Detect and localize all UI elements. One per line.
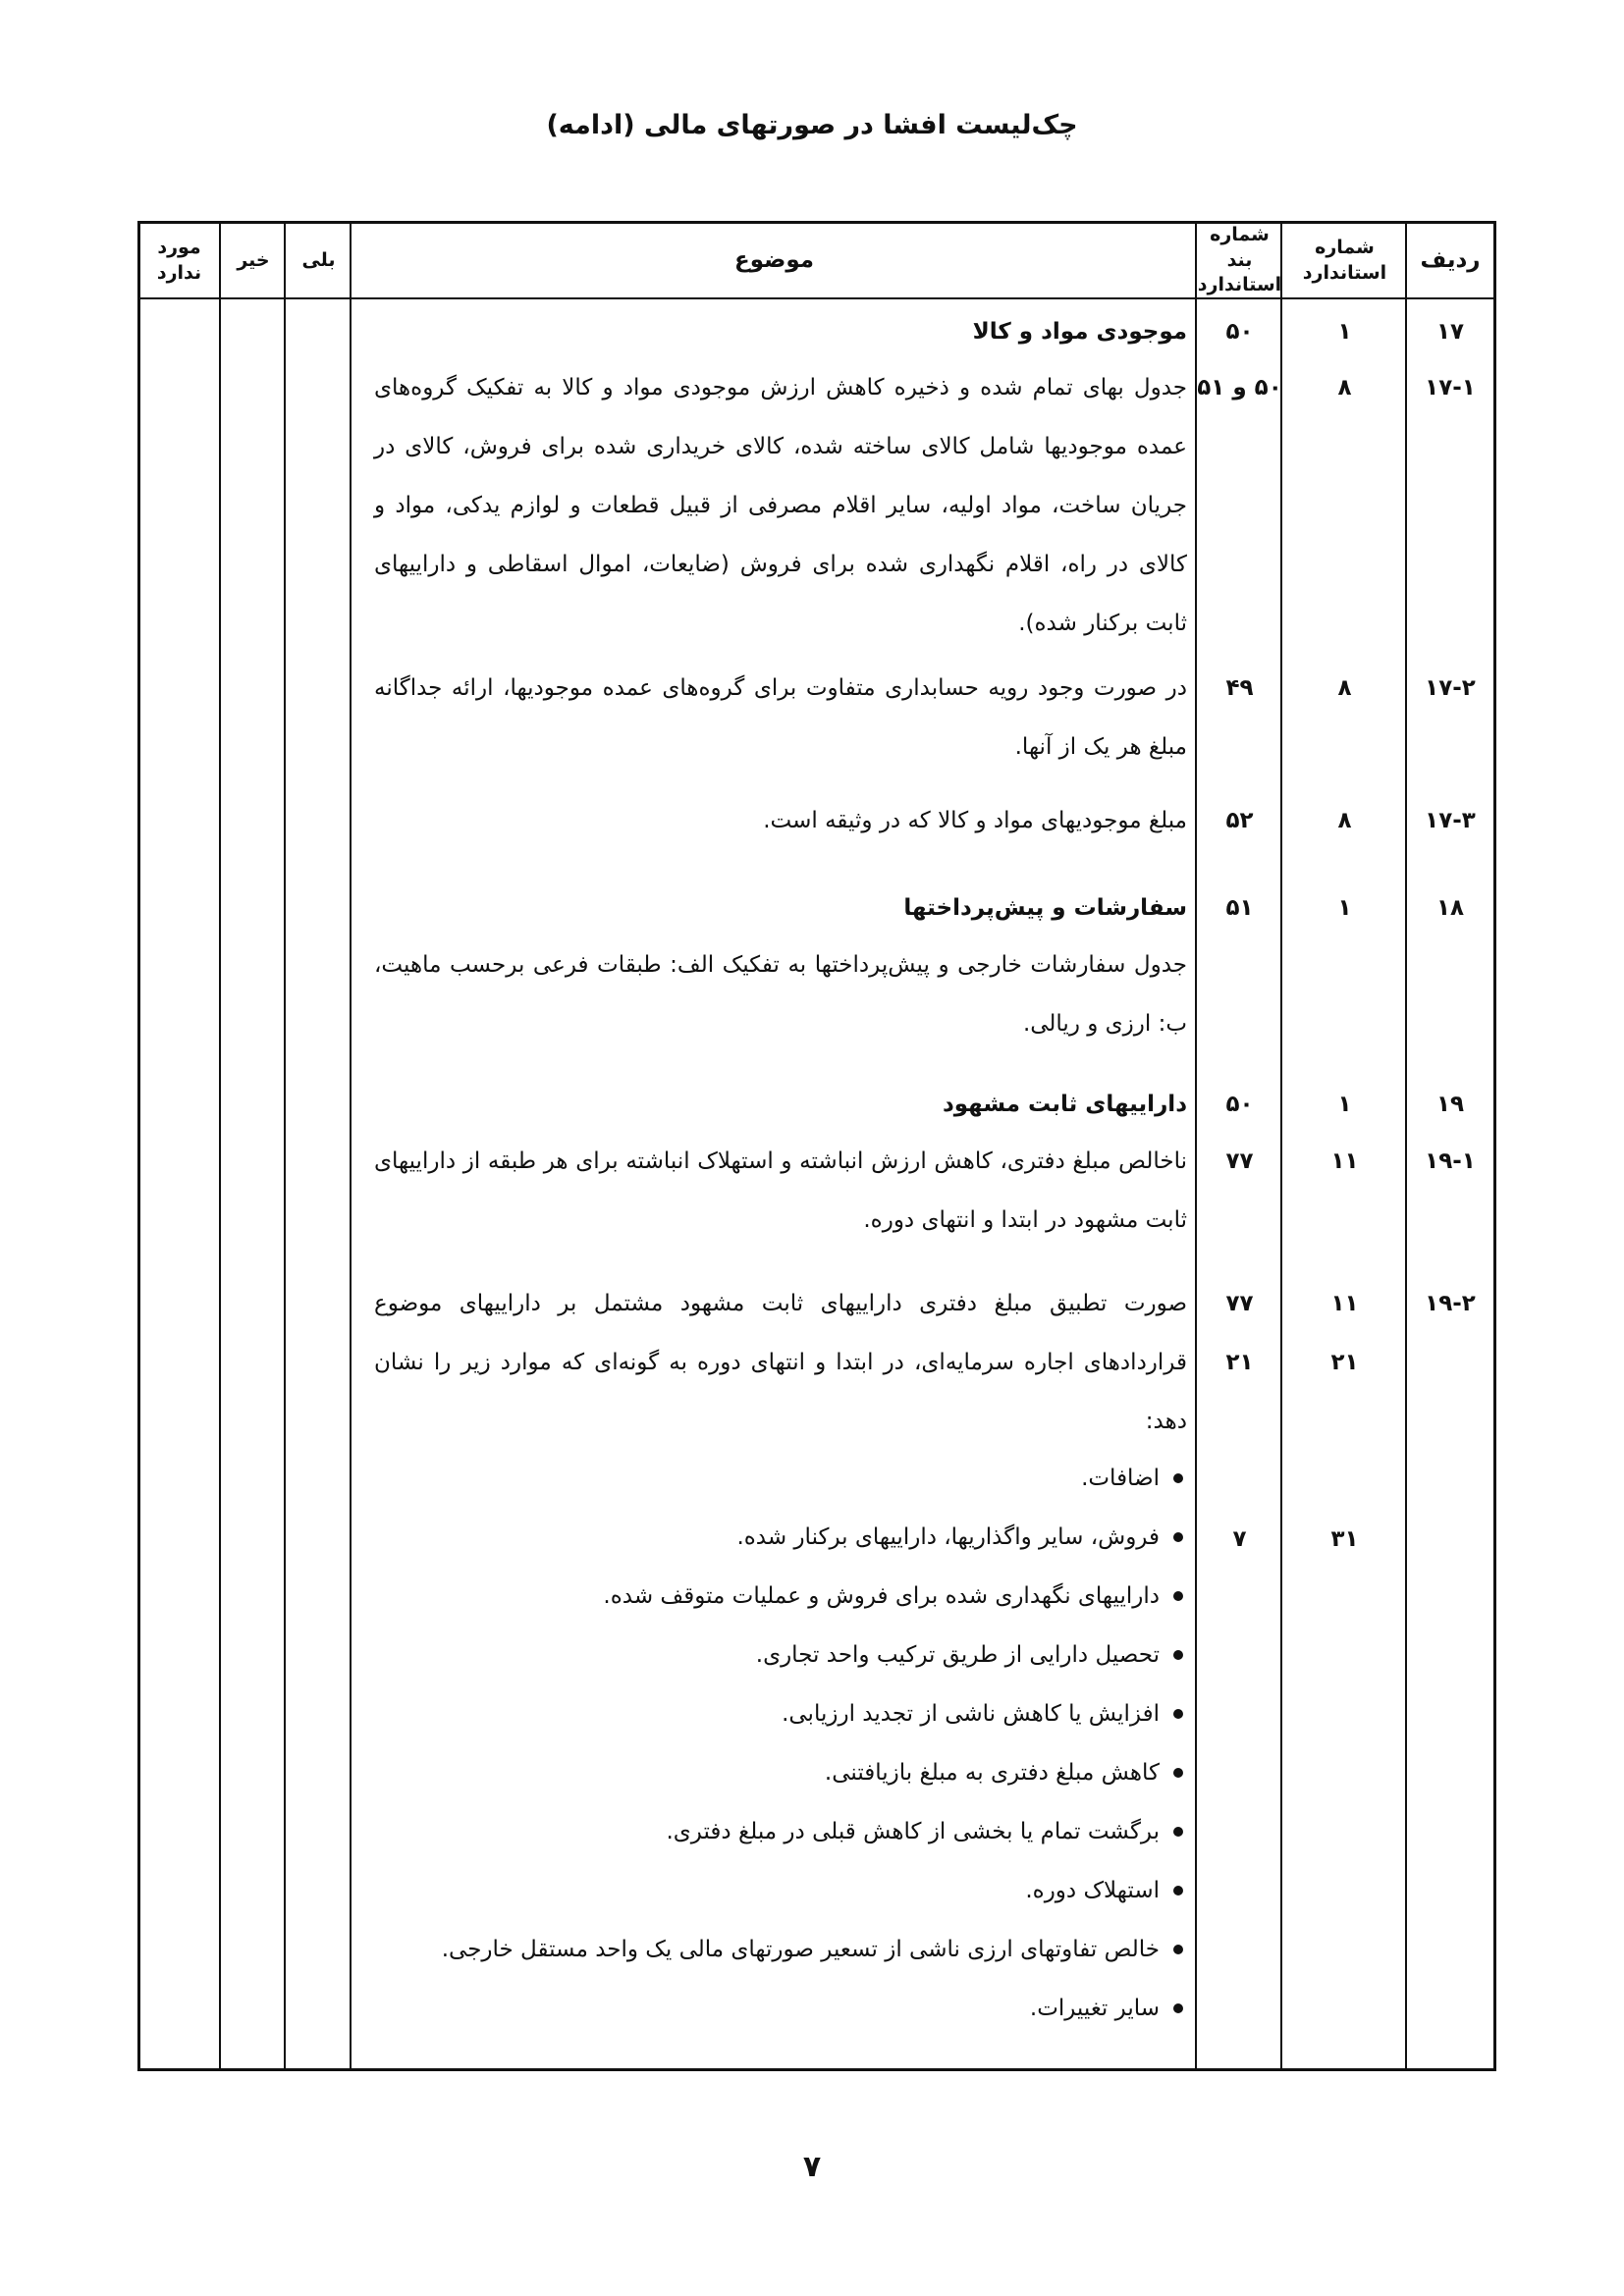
- radif-cell: ۱۷: [1435, 319, 1465, 345]
- topic-text: مبلغ موجودیهای مواد و کالا که در وثیقه است.: [763, 808, 1187, 833]
- header-no: خیر: [237, 248, 270, 271]
- clause-cell: ۴۹: [1225, 675, 1254, 701]
- clause-cell: ۵۰: [1225, 319, 1254, 345]
- bullet-icon: [1173, 1650, 1183, 1660]
- topic-heading: سفارشات و پیش‌پرداختها: [903, 895, 1187, 921]
- list-item: خالص تفاوتهای ارزی ناشی از تسعیر صورتهای مالی یک واحد مستقل خارجی.: [374, 1920, 1187, 1979]
- bullet-icon: [1173, 1945, 1183, 1954]
- disclosure-checklist-table: [137, 221, 1496, 2071]
- header-not-applicable: مورد ندارد: [156, 236, 202, 284]
- bullet-icon: [1173, 2003, 1183, 2013]
- clause-cell: ۵۱: [1225, 895, 1254, 921]
- changes-bullet-list: [374, 1449, 1187, 2038]
- clause-cell: ۵۰ و ۵۱: [1197, 375, 1282, 400]
- radif-cell: ۱۹-۱: [1425, 1148, 1476, 1174]
- standard-cell: ۱: [1337, 895, 1352, 921]
- topic-text: ناخالص مبلغ دفتری، کاهش ارزش انباشته و استهلاک انباشته برای هر طبقه از داراییهای ثابت مشهود در ابتدا و انتهای دوره.: [374, 1148, 1187, 1233]
- bullet-icon: [1173, 1591, 1183, 1601]
- standard-cell: ۸: [1337, 808, 1352, 833]
- standard-cell: ۲۱: [1330, 1350, 1359, 1375]
- radif-cell: ۱۹-۲: [1425, 1291, 1476, 1316]
- standard-cell: ۳۱: [1330, 1526, 1359, 1552]
- bullet-icon: [1173, 1827, 1183, 1837]
- col-divider: [350, 224, 352, 2068]
- clause-cell: ۵۰: [1225, 1092, 1254, 1117]
- col-divider: [219, 224, 221, 2068]
- topic-text: صورت تطبیق مبلغ دفتری داراییهای ثابت مشهود مشتمل بر داراییهای موضوع قراردادهای اجاره سرمایه‌ای، در ابتدا و انتهای دوره به گونه‌ای که موارد زیر را نشان دهد:: [374, 1291, 1187, 1434]
- clause-cell: ۷۷: [1225, 1148, 1254, 1174]
- topic-text: جدول بهای تمام شده و ذخیره کاهش ارزش موجودی مواد و کالا به تفکیک گروه‌های عمده موجودیها شامل کالای ساخته شده، کالای خریداری شده برای فروش، کالای در جریان ساخت، مواد اولیه، سایر اقلام مصرفی از قبیل قطعات و لوازم یدکی، مواد و کالای در راه، اقلام نگهداری شده برای فروش (ضایعات، اموال اسقاطی و داراییهای ثابت برکنار شده).: [374, 375, 1187, 636]
- header-radif: ردیف: [1420, 246, 1481, 273]
- clause-cell: ۷۷: [1225, 1291, 1254, 1316]
- radif-cell: ۱۷-۲: [1425, 675, 1476, 701]
- header-topic: موضوع: [733, 246, 815, 273]
- bullet-icon: [1173, 1768, 1183, 1778]
- standard-cell: ۸: [1337, 675, 1352, 701]
- clause-cell: ۲۱: [1225, 1350, 1254, 1375]
- topic-heading: موجودی مواد و کالا: [972, 319, 1187, 345]
- bullet-icon: [1173, 1709, 1183, 1719]
- list-item: فروش، سایر واگذاریها، داراییهای برکنار شده.: [374, 1508, 1187, 1567]
- bullet-icon: [1173, 1532, 1183, 1542]
- header-clause-no: شماره بند استاندارد: [1197, 224, 1282, 296]
- clause-cell: ۷: [1232, 1526, 1247, 1552]
- list-item: داراییهای نگهداری شده برای فروش و عملیات متوقف شده.: [374, 1567, 1187, 1626]
- header-yes: بلی: [301, 248, 336, 271]
- radif-cell: ۱۹: [1435, 1092, 1465, 1117]
- standard-cell: ۱۱: [1330, 1148, 1359, 1174]
- list-item: افزایش یا کاهش ناشی از تجدید ارزیابی.: [374, 1684, 1187, 1743]
- standard-cell: ۸: [1337, 375, 1352, 400]
- bullet-icon: [1173, 1473, 1183, 1483]
- page-title: چک‌لیست افشا در صورتهای مالی (ادامه): [546, 110, 1078, 140]
- radif-cell: ۱۷-۳: [1425, 808, 1476, 833]
- col-divider: [284, 224, 286, 2068]
- topic-heading: داراییهای ثابت مشهود: [942, 1092, 1187, 1117]
- radif-cell: ۱۷-۱: [1425, 375, 1476, 400]
- radif-cell: ۱۸: [1435, 895, 1465, 921]
- list-item: سایر تغییرات.: [374, 1979, 1187, 2038]
- topic-text: جدول سفارشات خارجی و پیش‌پرداختها به تفکیک الف: طبقات فرعی برحسب ماهیت، ب: ارزی و ریالی.: [374, 952, 1187, 1037]
- standard-cell: ۱: [1337, 319, 1352, 345]
- list-item: استهلاک دوره.: [374, 1861, 1187, 1920]
- page-number: ۷: [802, 2150, 822, 2184]
- table-header: [140, 224, 1493, 299]
- list-item: کاهش مبلغ دفتری به مبلغ بازیافتنی.: [374, 1743, 1187, 1802]
- standard-cell: ۱: [1337, 1092, 1352, 1117]
- standard-cell: ۱۱: [1330, 1291, 1359, 1316]
- list-item: اضافات.: [374, 1449, 1187, 1508]
- clause-cell: ۵۲: [1225, 808, 1254, 833]
- topic-text: در صورت وجود رویه حسابداری متفاوت برای گروه‌های عمده موجودیها، ارائه جداگانه مبلغ هر یک از آنها.: [374, 675, 1187, 760]
- list-item: تحصیل دارایی از طریق ترکیب واحد تجاری.: [374, 1626, 1187, 1684]
- header-standard-no: شماره استاندارد: [1302, 236, 1387, 284]
- bullet-icon: [1173, 1886, 1183, 1896]
- list-item: برگشت تمام یا بخشی از کاهش قبلی در مبلغ دفتری.: [374, 1802, 1187, 1861]
